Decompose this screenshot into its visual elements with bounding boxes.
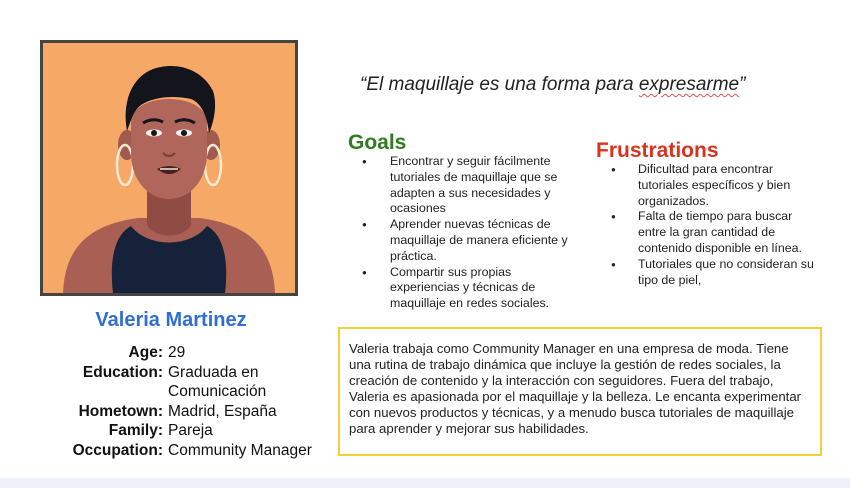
detail-age <box>60 343 340 363</box>
detail-occupation <box>60 441 340 461</box>
frustration-item: ● Dificultad para encontrar tutoriales específicos y bien organizados. <box>638 162 818 209</box>
detail-label: Hometown: <box>78 402 163 420</box>
woman-portrait-icon <box>43 43 295 293</box>
frustration-item: ● Tutoriales que no consideran su tipo de piel, <box>638 257 818 289</box>
persona-portrait <box>40 40 298 296</box>
detail-label: Family: <box>108 422 163 439</box>
detail-hometown <box>60 402 340 422</box>
quote-close: ” <box>739 74 746 95</box>
frustration-item: ● Falta de tiempo para buscar entre la gran cantidad de contenido disponible en línea. <box>638 209 818 256</box>
detail-label: Age: <box>128 344 163 361</box>
quote-text: “El maquillaje es una forma para <box>360 74 639 95</box>
frustrations-list <box>638 162 818 288</box>
detail-value: 29 <box>168 344 186 361</box>
detail-value: Madrid, España <box>168 402 277 420</box>
detail-family <box>60 421 340 441</box>
goal-item: ● Encontrar y seguir fácilmente tutoriales de maquillaje que se adapten a sus necesidades y ocasiones <box>390 154 570 217</box>
goal-item: ● Aprender nuevas técnicas de maquillaje de manera eficiente y práctica. <box>390 217 570 264</box>
persona-details <box>60 343 340 460</box>
persona-quote <box>360 74 800 96</box>
detail-label: Occupation: <box>72 441 163 459</box>
detail-value: Graduada en Comunicación <box>168 363 267 400</box>
goals-list <box>390 154 570 312</box>
detail-value: Pareja <box>168 422 213 439</box>
detail-value: Community Manager <box>168 441 312 459</box>
slide-bottom-strip <box>0 478 850 488</box>
frustrations-heading: Frustrations <box>596 139 719 162</box>
detail-education <box>60 363 340 402</box>
goal-item: ● Compartir sus propias experiencias y técnicas de maquillaje en redes sociales. <box>390 265 570 312</box>
persona-bio: Valeria trabaja como Community Manager en una empresa de moda. Tiene una rutina de trabajo dinámica que incluye la gestión de redes sociales, la creación de contenido y la interacción con seguidores. Fuera del trabajo, Valeria es apasionada por el maquillaje y la belleza. Le encanta experimentar con nuevos productos y técnicas, y a menudo busca tutoriales de maquillaje para aprender y mejorar sus habilidades. <box>338 327 822 456</box>
goals-heading: Goals <box>348 131 407 154</box>
spellcheck-flagged-word[interactable]: expresarme <box>638 74 740 95</box>
detail-label: Education: <box>82 363 163 381</box>
persona-name: Valeria Martinez <box>95 309 247 331</box>
